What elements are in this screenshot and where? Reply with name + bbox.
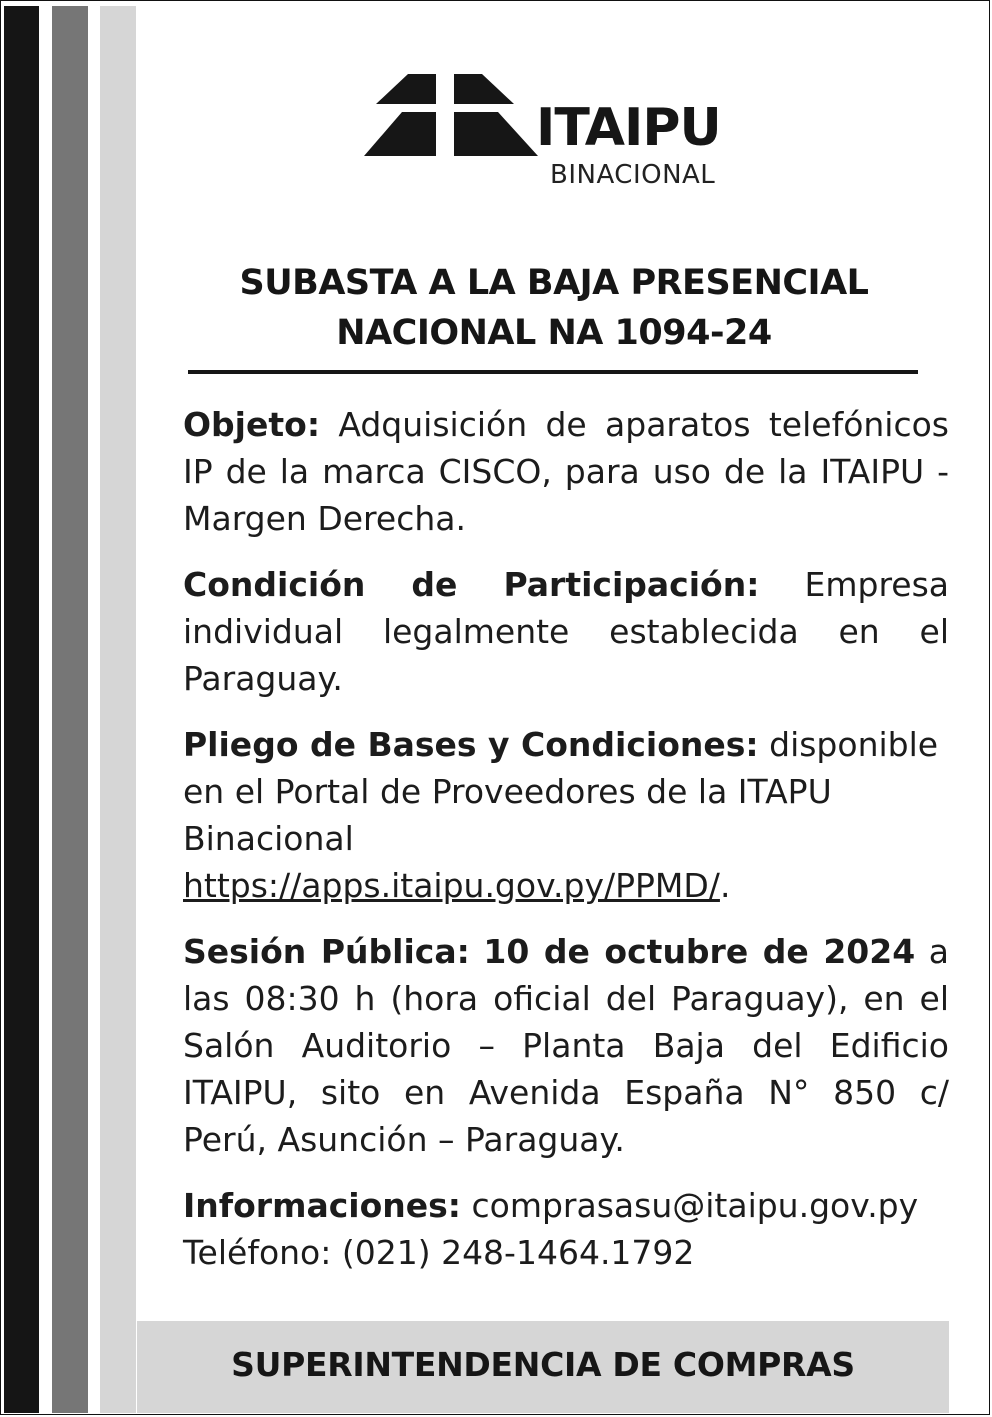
pliego-end: . [719,866,731,905]
notice-body [183,401,949,1295]
decorative-stripe-light [100,6,136,1413]
info-phone: Teléfono: (021) 248-1464.1792 [183,1233,695,1272]
itaipu-logo-icon [364,74,544,156]
decorative-stripe-gray [52,6,88,1413]
info-email[interactable]: comprasasu@itaipu.gov.py [471,1186,919,1225]
title-line-1: SUBASTA A LA BAJA PRESENCIAL [239,263,869,303]
objeto-text: Adquisición de aparatos telefónicos IP de la marca CISCO, para uso de la ITAIPU - Margen Derecha. [183,405,949,538]
itaipu-logo [364,74,744,194]
portal-link[interactable]: https://apps.itaipu.gov.py/PPMD/ [183,866,720,905]
pliego-text: disponible en el Portal de Proveedores de la ITAPU Binacional [183,725,939,858]
sesion-label: Sesión Pública: [183,932,470,971]
footer-banner [137,1321,949,1413]
condicion-text: Empresa individual legalmente establecida en el Paraguay. [183,565,950,698]
condicion-label: Condición de Participación: [183,565,760,604]
info-paragraph [183,1182,949,1276]
logo-subtitle: BINACIONAL [550,160,716,190]
pliego-paragraph [183,721,949,909]
condicion-paragraph [183,561,949,702]
objeto-paragraph [183,401,949,542]
sesion-date: 10 de octubre de 2024 [483,932,916,971]
info-label: Informaciones: [183,1186,461,1225]
footer-text: SUPERINTENDENCIA DE COMPRAS [231,1345,855,1384]
title-line-2: NACIONAL NA 1094-24 [336,313,772,353]
sesion-paragraph [183,928,949,1163]
objeto-label: Objeto: [183,405,321,444]
logo-wordmark: ITAIPU [536,98,721,158]
title-divider [188,370,918,374]
notice-title [190,258,918,358]
decorative-stripe-black [4,6,39,1413]
pliego-label: Pliego de Bases y Condiciones: [183,725,759,764]
sesion-text: a las 08:30 h (hora oficial del Paraguay), en el Salón Auditorio – Planta Baja del Edificio ITAIPU, sito en Avenida España N° 850 c/ Perú, Asunción – Paraguay. [183,932,950,1159]
